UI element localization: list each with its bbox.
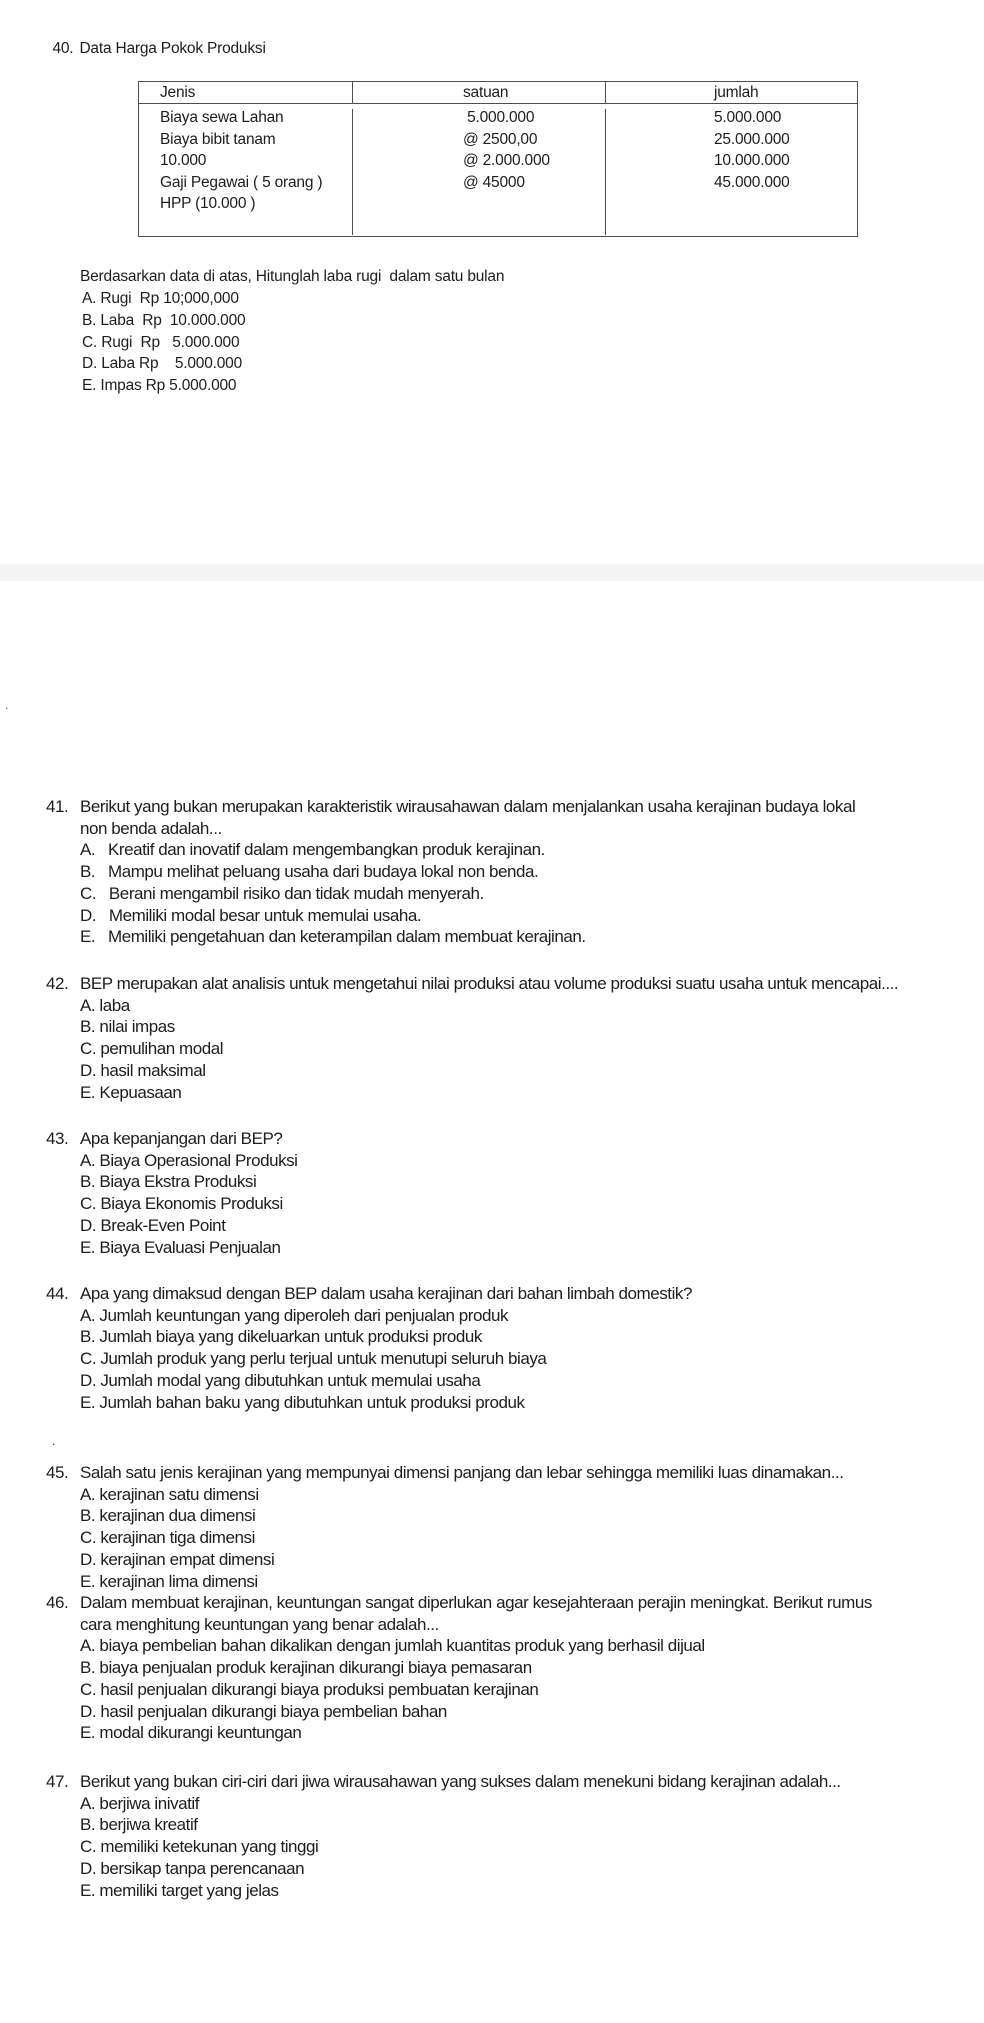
table-cell: HPP (10.000 ) bbox=[160, 195, 256, 213]
answer-option: E. Kepuasaan bbox=[80, 1082, 182, 1102]
table-cell: 5.000.000 bbox=[714, 109, 782, 126]
question-text: non benda adalah... bbox=[80, 818, 222, 838]
stray-period-mark: . bbox=[52, 1434, 56, 1448]
question-number: 41. bbox=[46, 797, 69, 816]
table-cell: 25.000.000 bbox=[714, 130, 790, 148]
question-40-prompt: Berdasarkan data di atas, Hitunglah laba rugi dalam satu bulan bbox=[80, 268, 505, 285]
table-cell: 10.000 bbox=[160, 152, 207, 170]
answer-option: B. berjiwa kreatif bbox=[80, 1815, 198, 1835]
question-text: Dalam membuat kerajinan, keuntungan sangat diperlukan agar kesejahteraan perajin meningkat. Berikut rumus bbox=[80, 1593, 872, 1612]
answer-option: C. Jumlah produk yang perlu terjual untuk menutupi seluruh biaya bbox=[80, 1349, 547, 1369]
stray-period-mark: . bbox=[5, 698, 9, 712]
table-cell: Gaji Pegawai ( 5 orang ) bbox=[160, 173, 323, 191]
question-41 bbox=[0, 796, 984, 948]
answer-option: C. Berani mengambil risiko dan tidak mudah menyerah. bbox=[80, 883, 484, 903]
table-cell: 45.000.000 bbox=[714, 173, 790, 191]
table-cell: @ 45000 bbox=[463, 173, 525, 191]
question-text: cara menghitung keuntungan yang benar adalah... bbox=[80, 1614, 439, 1634]
page-break-divider bbox=[0, 564, 984, 581]
answer-option: B. Jumlah biaya yang dikeluarkan untuk produksi produk bbox=[80, 1327, 482, 1347]
answer-option: B. kerajinan dua dimensi bbox=[80, 1506, 256, 1526]
answer-option: A. laba bbox=[80, 995, 130, 1015]
question-42 bbox=[0, 973, 984, 1103]
table-header-jenis: Jenis bbox=[139, 82, 353, 103]
answer-option: D. hasil penjualan dikurangi biaya pembelian bahan bbox=[80, 1701, 447, 1721]
question-40-heading bbox=[36, 22, 266, 76]
answer-option: E. Memiliki pengetahuan dan keterampilan dalam membuat kerajinan. bbox=[80, 927, 586, 947]
answer-option: A. kerajinan satu dimensi bbox=[80, 1484, 259, 1504]
table-cell: @ 2.000.000 bbox=[463, 152, 550, 170]
table-cell: 10.000.000 bbox=[714, 152, 790, 170]
answer-option: E. Jumlah bahan baku yang dibutuhkan untuk produksi produk bbox=[80, 1392, 525, 1412]
table-cell: Biaya bibit tanam bbox=[160, 130, 276, 148]
question-number: 45. bbox=[46, 1463, 69, 1482]
answer-option: D. Memiliki modal besar untuk memulai usaha. bbox=[80, 905, 422, 925]
answer-option: E. memiliki target yang jelas bbox=[80, 1880, 279, 1900]
table-cell: Biaya sewa Lahan bbox=[160, 109, 284, 126]
question-number: 46. bbox=[46, 1593, 69, 1612]
table-cell bbox=[606, 195, 857, 217]
cost-table bbox=[138, 81, 858, 237]
answer-option: C. memiliki ketekunan yang tinggi bbox=[80, 1837, 319, 1857]
table-header-jumlah: jumlah bbox=[714, 84, 759, 101]
answer-option: B. Mampu melihat peluang usaha dari budaya lokal non benda. bbox=[80, 862, 539, 882]
answer-option: A. biaya pembelian bahan dikalikan dengan jumlah kuantitas produk yang berhasil dijual bbox=[80, 1636, 705, 1656]
answer-option: D. Jumlah modal yang dibutuhkan untuk memulai usaha bbox=[80, 1370, 481, 1390]
question-number: 42. bbox=[46, 974, 69, 993]
answer-option: A. berjiwa inivatif bbox=[80, 1793, 199, 1813]
answer-option: A. Jumlah keuntungan yang diperoleh dari penjualan produk bbox=[80, 1305, 509, 1325]
question-44 bbox=[0, 1283, 984, 1413]
question-number: 40. bbox=[52, 40, 74, 57]
question-47 bbox=[0, 1771, 984, 1901]
question-text: Berikut yang bukan ciri-ciri dari jiwa wirausahawan yang sukses dalam menekuni bidang kerajinan adalah... bbox=[80, 1772, 841, 1791]
question-number: 43. bbox=[46, 1129, 69, 1148]
answer-option: E. modal dikurangi keuntungan bbox=[80, 1723, 302, 1743]
question-40-options bbox=[82, 290, 245, 399]
question-text: Berikut yang bukan merupakan karakteristik wirausahawan dalam menjalankan usaha kerajinan budaya lokal bbox=[80, 797, 856, 816]
table-cell: @ 2500,00 bbox=[463, 130, 538, 148]
answer-option: C. Biaya Ekonomis Produksi bbox=[80, 1194, 283, 1214]
answer-option: B. Laba Rp 10.000.000 bbox=[82, 311, 246, 329]
answer-option: E. Biaya Evaluasi Penjualan bbox=[80, 1237, 281, 1257]
answer-option: A. Kreatif dan inovatif dalam mengembangkan produk kerajinan. bbox=[80, 840, 545, 860]
cost-table-body bbox=[139, 104, 857, 235]
answer-option: B. nilai impas bbox=[80, 1017, 175, 1037]
question-text: Salah satu jenis kerajinan yang mempunyai dimensi panjang dan lebar sehingga memiliki luas dinamakan... bbox=[80, 1463, 844, 1482]
answer-option: C. pemulihan modal bbox=[80, 1039, 224, 1059]
answer-option: B. biaya penjualan produk kerajinan dikurangi biaya pemasaran bbox=[80, 1658, 532, 1678]
answer-option: C. kerajinan tiga dimensi bbox=[80, 1528, 255, 1548]
answer-option: C. hasil penjualan dikurangi biaya produksi pembuatan kerajinan bbox=[80, 1679, 539, 1699]
question-text: BEP merupakan alat analisis untuk mengetahui nilai produksi atau volume produksi suatu usaha untuk mencapai.... bbox=[80, 974, 899, 993]
question-45 bbox=[0, 1462, 984, 1592]
answer-option: B. Biaya Ekstra Produksi bbox=[80, 1172, 257, 1192]
table-column-satuan bbox=[353, 109, 606, 235]
answer-option: E. kerajinan lima dimensi bbox=[80, 1571, 258, 1591]
question-43 bbox=[0, 1128, 984, 1258]
answer-option: A. Rugi Rp 10;000,000 bbox=[82, 290, 239, 307]
question-46 bbox=[0, 1592, 984, 1744]
answer-option: D. kerajinan empat dimensi bbox=[80, 1549, 275, 1569]
table-cell: 5.000.000 bbox=[463, 109, 535, 126]
table-header-satuan: satuan bbox=[353, 82, 606, 103]
answer-option: D. Laba Rp 5.000.000 bbox=[82, 355, 242, 373]
question-text: Apa kepanjangan dari BEP? bbox=[80, 1129, 283, 1148]
answer-option: C. Rugi Rp 5.000.000 bbox=[82, 333, 240, 351]
question-title: Data Harga Pokok Produksi bbox=[79, 40, 266, 57]
question-number: 47. bbox=[46, 1772, 69, 1791]
answer-option: D. Break-Even Point bbox=[80, 1215, 226, 1235]
table-cell bbox=[353, 195, 605, 217]
table-column-jenis bbox=[139, 109, 353, 235]
answer-option: E. Impas Rp 5.000.000 bbox=[82, 377, 237, 395]
question-number: 44. bbox=[46, 1284, 69, 1303]
table-column-jumlah bbox=[606, 109, 857, 235]
answer-option: A. Biaya Operasional Produksi bbox=[80, 1150, 298, 1170]
answer-option: D. hasil maksimal bbox=[80, 1060, 206, 1080]
cost-table-header-row bbox=[139, 82, 857, 104]
question-text: Apa yang dimaksud dengan BEP dalam usaha kerajinan dari bahan limbah domestik? bbox=[80, 1284, 692, 1303]
answer-option: D. bersikap tanpa perencanaan bbox=[80, 1858, 305, 1878]
